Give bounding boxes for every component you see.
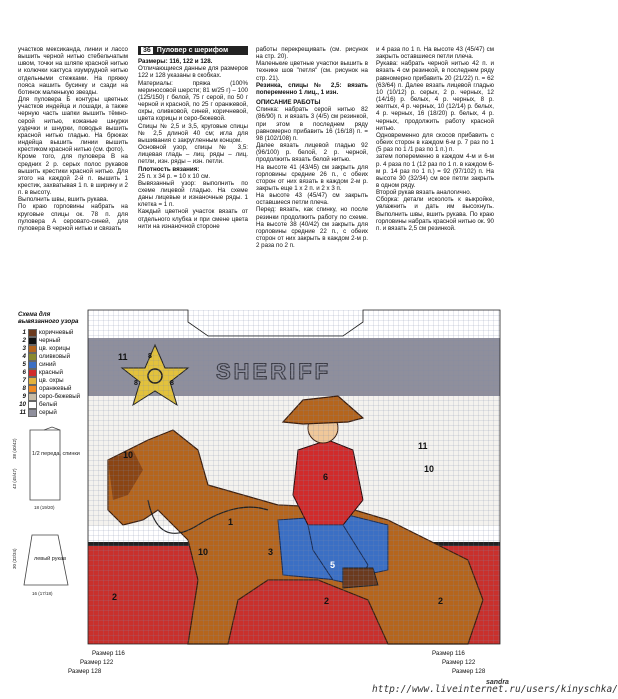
legend-swatch xyxy=(28,329,37,337)
legend-list xyxy=(18,329,88,417)
legend-item xyxy=(18,409,88,417)
text-column-4 xyxy=(376,46,494,232)
legend-swatch xyxy=(28,369,37,377)
paragraph: Спицы № 2,5 и 3,5, круговые спицы № 2,5 длиной 40 см; игла для вышивания с закругленным концом. xyxy=(138,122,248,144)
article-title-text: Пуловер с шерифом xyxy=(156,47,229,54)
chart-number-label: 11 xyxy=(118,352,128,362)
paragraph: Маленькие цветные участки вышить в технике шов "петля" (см. рисунок на стр. 21). xyxy=(256,60,368,82)
paragraph: Второй рукав вязать аналогично. xyxy=(376,189,472,197)
legend-item xyxy=(18,337,88,345)
legend-number: 8 xyxy=(22,384,26,392)
chart-number-label: 11 xyxy=(418,441,428,451)
chart-number-label: 5 xyxy=(330,560,336,570)
pattern-diagram xyxy=(8,425,80,620)
paragraph: Далее вязать лицевой гладью 92 (96/100) р. белой, 2 р. черной, продолжить вязать белой нитью. xyxy=(256,142,368,164)
legend-swatch xyxy=(28,393,37,401)
legend-label: черный xyxy=(39,336,61,344)
chart-number-label: 10 xyxy=(123,450,134,460)
legend-number: 9 xyxy=(22,392,26,400)
diagram-dim: 43 (45/47) xyxy=(12,468,17,489)
text-column-2 xyxy=(138,46,248,230)
text-column-1 xyxy=(18,46,128,232)
knitting-chart xyxy=(88,310,500,644)
legend-label: оливковый xyxy=(39,352,71,360)
paragraph: Каждый цветной участок вязать от отдельного клубка и при смене цвета нити на изнаночной стороне xyxy=(138,208,248,230)
paragraph: участков мексиканда, линии и лассо вышить черной нитью стебельчатым швом, точки на шляпе красной нитью и колючки кактуса изумрудной нитью отдельными стежками. На пряжку пояса нашить бусинку и сзади на ботинок маленькую звезды. xyxy=(18,46,128,96)
legend-swatch xyxy=(28,353,37,361)
legend-number: 7 xyxy=(22,376,26,384)
back-front-outline xyxy=(30,430,60,500)
legend-item xyxy=(18,353,88,361)
legend-label: цв. корицы xyxy=(39,344,71,352)
paragraph: Спинка: набрать серой нитью 82 (86/90) п. и вязать 3 (4/5) см резинкой, при этом в последнем ряду равномерно прибавить 16 (16/18) п. = 98 (102/108) п. xyxy=(256,106,368,142)
paragraph: Резинка, спицы № 2,5: вязать попеременно 1 лиц., 1 изн. xyxy=(256,81,368,96)
scheme-legend xyxy=(18,311,88,417)
text-column-3 xyxy=(256,46,368,249)
diagram-dim: 16 (17/18) xyxy=(32,591,53,596)
paragraph: Перед: вязать, как спинку, но после резинки продолжить работу по схеме. На высоте 38 (40/42) см закрыть для горловины средние 22 п., с обеих сторон от них закрыть в каждом 2-м р. 2 раза по 2 п. xyxy=(256,206,368,250)
legend-label: оранжевый xyxy=(39,384,72,392)
chart-number-label: 3 xyxy=(268,547,274,557)
size-label-122-left: Размер 122 xyxy=(80,659,114,666)
chart-number-label: 8 xyxy=(134,380,138,387)
legend-number: 4 xyxy=(22,352,26,360)
legend-label: серый xyxy=(39,408,57,416)
legend-item xyxy=(18,377,88,385)
legend-number: 3 xyxy=(22,344,26,352)
paragraph: На высоте 41 (43/45) см закрыть для горловины средние 26 п., с обеих сторон от них вязать в каждом 2-м р. закрыть еще 1 х 2 п. и 2 х 3 п. xyxy=(256,163,368,192)
size-label-116-right: Размер 116 xyxy=(432,650,465,657)
chart-number-label: 10 xyxy=(198,547,209,557)
chart-number-label: 6 xyxy=(323,472,329,482)
legend-label: коричневый xyxy=(39,328,74,336)
legend-number: 11 xyxy=(19,408,26,416)
diagram-sleeve-label: левый рукав xyxy=(34,556,66,562)
scheme-heading: Схема для вывязанного узора xyxy=(18,311,79,326)
legend-item xyxy=(18,385,88,393)
paragraph: Основной узор, спицы № 3,5: лицевая гладь – лиц. ряды – лиц. петли, изн. ряды – изн. петли. xyxy=(138,144,248,166)
legend-label: цв. охры xyxy=(39,376,64,384)
diagram-dim: 30 (32/34) xyxy=(12,548,17,569)
legend-swatch xyxy=(28,345,37,353)
chart-number-label: 8 xyxy=(148,353,152,360)
paragraph: Сборка: детали исколоть к выкройке, увлажнить и дать им высохнуть. Выполнить швы, вшить рукава. По краю горловины набрать красной нитью ок. 90 п. и вязать 2,5 см резинкой. xyxy=(376,196,494,232)
paragraph: Рукава: набрать черной нитью 42 п. и вязать 4 см резинкой, в последнем ряду равномерно прибавить 20 (21/22) п. = 62 (63/64) п. Далее вязать лицевой гладью 10 (10/12) р. серых, 2 р. черных, 12 (14/16) р. белых, 4 р. черных, 8 р. желтых, 4 р. черных, 10 (12/14) р. белых, 4 р. черных, 16 (18/20) р. белых, 4 р. черных, продолжить работу красной нитью. xyxy=(376,60,494,132)
diagram-dim: 38 (40/42) xyxy=(12,438,17,459)
legend-number: 6 xyxy=(22,368,26,376)
size-label-128-left: Размер 128 xyxy=(68,668,102,675)
paragraph: Кроме того, для пуловера В на средних 2 р. серых полос рукавов вышить крестики красной нитью. Для этого на каждой 2-й п. вышить 1 крестик, захватывая 1 п. в ширину и 2 п. в высоту. xyxy=(18,153,128,197)
chart-number-label: 2 xyxy=(112,592,118,602)
legend-swatch xyxy=(28,385,37,393)
legend-item xyxy=(18,401,88,409)
paragraph: Одновременно для скосов прибавить с обеих сторон в каждом 6-м р. 7 раз по 1 (5 раз по 1 /1 раз по 1 п.) п. xyxy=(376,131,494,154)
legend-number: 2 xyxy=(22,336,26,344)
legend-swatch xyxy=(28,409,37,417)
legend-number: 1 xyxy=(22,328,26,336)
chart-number-label: 8 xyxy=(170,380,174,387)
diagram-back-label: 1/2 переда, спинки xyxy=(32,451,80,457)
paragraph: работы перекрещивать (см. рисунок на стр. 20). xyxy=(256,46,368,61)
paragraph: По краю горловины набрать на круговые спицы ок. 78 п. для пуловера А серовато-синей, для пуловера В черной нитью и связать xyxy=(18,203,128,232)
paragraph: Вывязанный узор: выполнить по схеме лицевой гладью. На схеме даны лицевые и изнаночные ряды. 1 клетка = 1 п. xyxy=(138,179,248,209)
watermark-url: http://www.liveinternet.ru/users/kinyschka/ xyxy=(372,684,618,695)
paragraph: На высоте 43 (45/47) см закрыть оставшиеся петли плеча. xyxy=(256,192,368,207)
paragraph: Отличающиеся данные для размеров 122 и 128 указаны в скобках. xyxy=(138,65,248,80)
legend-label: белый xyxy=(39,400,58,408)
paragraph: Размеры: 116, 122 и 128. xyxy=(138,58,213,66)
legend-number: 10 xyxy=(19,400,26,408)
magazine-logo: sandra xyxy=(486,679,509,686)
legend-label: красный xyxy=(39,368,64,376)
legend-item xyxy=(18,361,88,369)
legend-item xyxy=(18,329,88,337)
size-label-116-left: Размер 116 xyxy=(92,650,125,657)
legend-swatch xyxy=(28,401,37,409)
legend-number: 5 xyxy=(22,360,26,368)
chart-grid xyxy=(88,310,500,644)
legend-swatch xyxy=(28,337,37,345)
paragraph: 25 п. х 34 р. = 10 х 10 см. xyxy=(138,172,211,180)
paragraph: Для пуловера Б контуры цветных участков индейца и лошади, а также черную часть шапки вышить тёмно-серой нитью, кожаные шнурки уздечки и шнурки, поводья вышить красной нитью гладью. На брюках индейца вышить линии вышить крестиком красной нитью (см. фото). xyxy=(18,96,128,154)
paragraph: Выполнить швы, вшить рукава. xyxy=(18,196,109,204)
size-label-128-right: Размер 128 xyxy=(452,668,486,675)
chart-number-label: 2 xyxy=(324,596,330,606)
chart-number-label: 2 xyxy=(438,596,444,606)
chart-number-label: 10 xyxy=(424,464,435,474)
chart-number-label: 1 xyxy=(228,517,234,527)
section-heading: ОПИСАНИЕ РАБОТЫ xyxy=(256,99,321,107)
legend-label: серо-бежевый xyxy=(39,392,81,400)
article-title xyxy=(138,46,248,55)
paragraph: Материалы: пряжа (100% мериносовой шерсти; 81 м/25 г) – 100 (125/150) г белой, 75 г серой, по 50 г черной и красной, по 25 г оранжевой, охры, оливковой, синей, коричневой, цвета корицы и серо-бежевой. xyxy=(138,79,248,123)
legend-label: синий xyxy=(39,360,56,368)
paragraph: и 4 раза по 1 п. На высоте 43 (45/47) см закрыть оставшиеся петли плеча. xyxy=(376,46,494,61)
legend-item xyxy=(18,393,88,401)
diagram-dim: 18 (19/20) xyxy=(34,505,55,510)
legend-item xyxy=(18,345,88,353)
paragraph: Плотность вязания: xyxy=(138,165,200,173)
legend-item xyxy=(18,369,88,377)
paragraph: затем попеременно в каждом 4-м и 6-м р. 4 раза по 1 (12 раз по 1 п. в каждом 6-м р. 14 раз по 1 п.) = 92 (97/102) п. На высоте 30 (32/34) см все петли закрыть в одном ряду. xyxy=(376,153,494,189)
legend-swatch xyxy=(28,377,37,385)
article-number: 36 xyxy=(143,47,151,54)
size-label-122-right: Размер 122 xyxy=(442,659,476,666)
legend-swatch xyxy=(28,361,37,369)
